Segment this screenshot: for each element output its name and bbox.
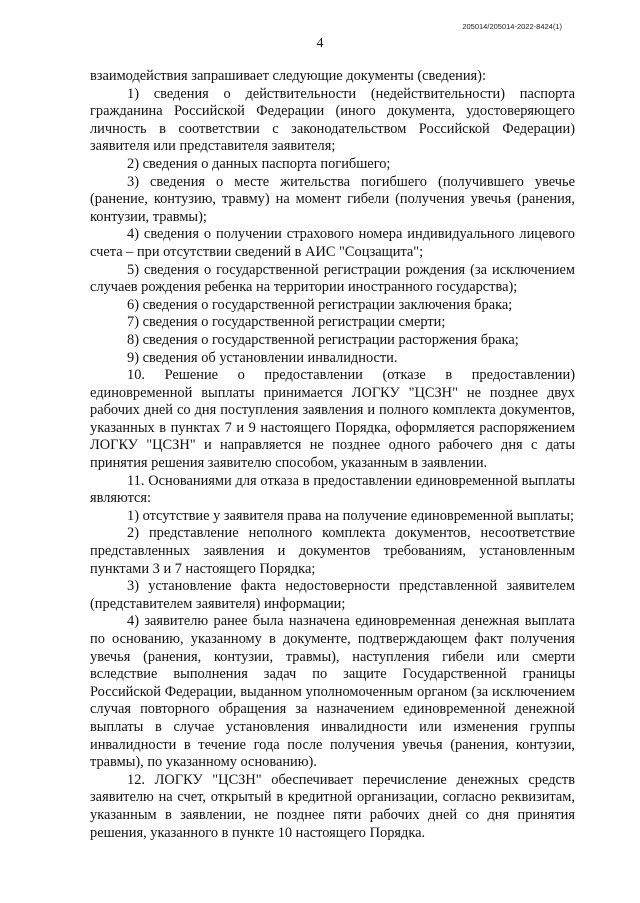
- paragraph: 4) заявителю ранее была назначена единовременная денежная выплата по основанию, указанному в документе, подтверждающем факт получения увечья (ранения, контузии, травмы), наступления гибели или смерти вследствие выполнения задач по защите Государственной границы Российской Федерации, выданном уполномоченным органом (за исключением случая повторного обращения за назначением единовременной денежной выплаты в случае установления инвалидности или изменения группы инвалидности в течение года после получения увечья (ранения, контузии, травмы), по указанному основанию).: [90, 613, 575, 771]
- paragraph: 1) сведения о действительности (недействительности) паспорта гражданина Российской Федерации (иного документа, удостоверяющего личность в соответствии с законодательством Российской Федерации) заявителя или представителя заявителя;: [90, 85, 575, 155]
- paragraph: 6) сведения о государственной регистрации заключения брака;: [127, 296, 513, 313]
- paragraph: 5) сведения о государственной регистрации рождения (за исключением случаев рождения ребенка на территории иностранного государства);: [90, 261, 575, 296]
- paragraph: взаимодействия запрашивает следующие документы (сведения):: [90, 68, 486, 84]
- paragraph: 12. ЛОГКУ "ЦСЗН" обеспечивает перечисление денежных средств заявителю на счет, открытый в кредитной организации, согласно реквизитам, указанным в заявлении, не позднее пяти рабочих дней со дня принятия решения, указанного в пункте 10 настоящего Порядка.: [90, 771, 575, 841]
- paragraph: 1) отсутствие у заявителя права на получение единовременной выплаты;: [127, 507, 574, 524]
- paragraph: 2) сведения о данных паспорта погибшего;: [127, 155, 391, 172]
- page-number: 4: [316, 36, 324, 51]
- paragraph: 11. Основаниями для отказа в предоставлении единовременной выплаты являются:: [90, 472, 575, 507]
- paragraph: 3) установление факта недостоверности представленной заявителем (представителем заявителя) информации;: [90, 578, 575, 612]
- paragraph: 2) представление неполного комплекта документов, несоответствие представленных заявления и документов требованиям, установленным пунктами 3 и 7 настоящего Порядка;: [90, 525, 575, 577]
- paragraph: 4) сведения о получении страхового номера индивидуального лицевого счета – при отсутствии сведений в АИС "Соцзащита";: [90, 226, 575, 260]
- paragraph: 10. Решение о предоставлении (отказе в предоставлении) единовременной выплаты принимается ЛОГКУ "ЦСЗН" не позднее двух рабочих дней со дня поступления заявления и полного комплекта документов, указанных в пунктах 7 и 9 настоящего Порядка, оформляется распоряжением ЛОГКУ "ЦСЗН" и направляется не позднее одного рабочего дня с даты принятия решения заявителю способом, указанным в заявлении.: [90, 367, 575, 472]
- document-code: 205014/205014-2022-8424(1): [462, 22, 562, 31]
- paragraph: 7) сведения о государственной регистрации смерти;: [127, 314, 446, 331]
- document-body: [90, 68, 575, 842]
- paragraph: 9) сведения об установлении инвалидности.: [127, 349, 398, 366]
- paragraph: 8) сведения о государственной регистрации расторжения брака;: [127, 331, 519, 348]
- paragraph: 3) сведения о месте жительства погибшего (получившего увечье (ранение, контузию, травму) на момент гибели (получения увечья (ранения, контузии, травмы);: [90, 173, 575, 225]
